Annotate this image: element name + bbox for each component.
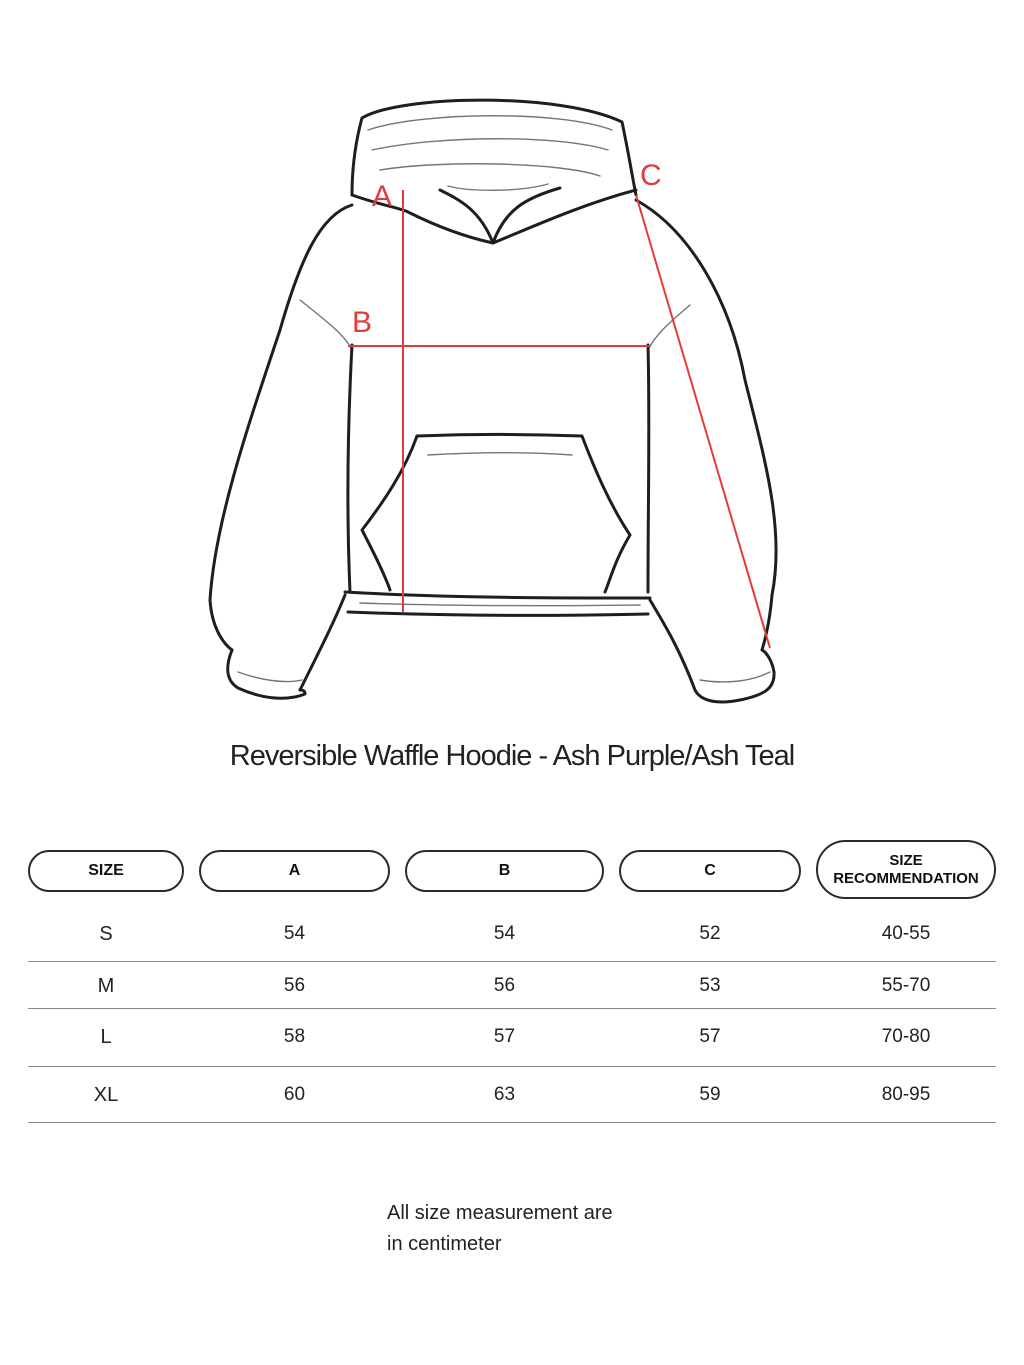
cell-a: 60 (283, 1084, 306, 1105)
header-size-recommendation (816, 840, 996, 899)
row-divider (28, 1008, 996, 1009)
hoodie-outline (210, 100, 776, 702)
cell-recommendation: 40-55 (881, 923, 931, 944)
cell-b: 57 (493, 1026, 516, 1047)
cell-c: 53 (699, 975, 721, 996)
header-b: B (405, 850, 604, 892)
cell-b: 56 (493, 975, 516, 996)
cell-c: 57 (699, 1026, 721, 1047)
row-divider (28, 1066, 996, 1067)
cell-size: S (99, 922, 113, 945)
header-c: C (619, 850, 801, 892)
label-b: B (352, 306, 373, 339)
header-rec-line1: SIZE (889, 851, 923, 869)
cell-b: 54 (493, 923, 516, 944)
cell-a: 58 (283, 1026, 306, 1047)
header-size: SIZE (28, 850, 184, 892)
table-row-m (28, 960, 996, 1012)
cell-size: M (97, 974, 115, 997)
header-a: A (199, 850, 390, 892)
note-line2: in centimeter (387, 1233, 502, 1255)
product-title: Reversible Waffle Hoodie - Ash Purple/Ash Teal (229, 740, 795, 772)
cell-recommendation: 80-95 (881, 1084, 931, 1105)
cell-c: 59 (699, 1084, 721, 1105)
cell-a: 56 (283, 975, 306, 996)
hoodie-diagram (190, 85, 810, 725)
cell-size: XL (93, 1083, 119, 1106)
label-c: C (640, 159, 662, 192)
label-a: A (372, 180, 393, 213)
table-row-s (28, 908, 996, 960)
cell-recommendation: 70-80 (881, 1026, 931, 1047)
measurement-lines (348, 159, 770, 648)
measurement-note (387, 1198, 687, 1260)
cell-c: 52 (699, 923, 721, 944)
table-row-l (28, 1011, 996, 1063)
table-row-xl (28, 1069, 996, 1121)
cell-size: L (100, 1025, 112, 1048)
cell-recommendation: 55-70 (881, 975, 931, 996)
header-rec-line2: RECOMMENDATION (833, 869, 979, 887)
cell-a: 54 (283, 923, 306, 944)
row-divider (28, 1122, 996, 1123)
measure-line-c (636, 195, 770, 648)
note-line1: All size measurement are (387, 1202, 613, 1224)
cell-b: 63 (493, 1084, 516, 1105)
